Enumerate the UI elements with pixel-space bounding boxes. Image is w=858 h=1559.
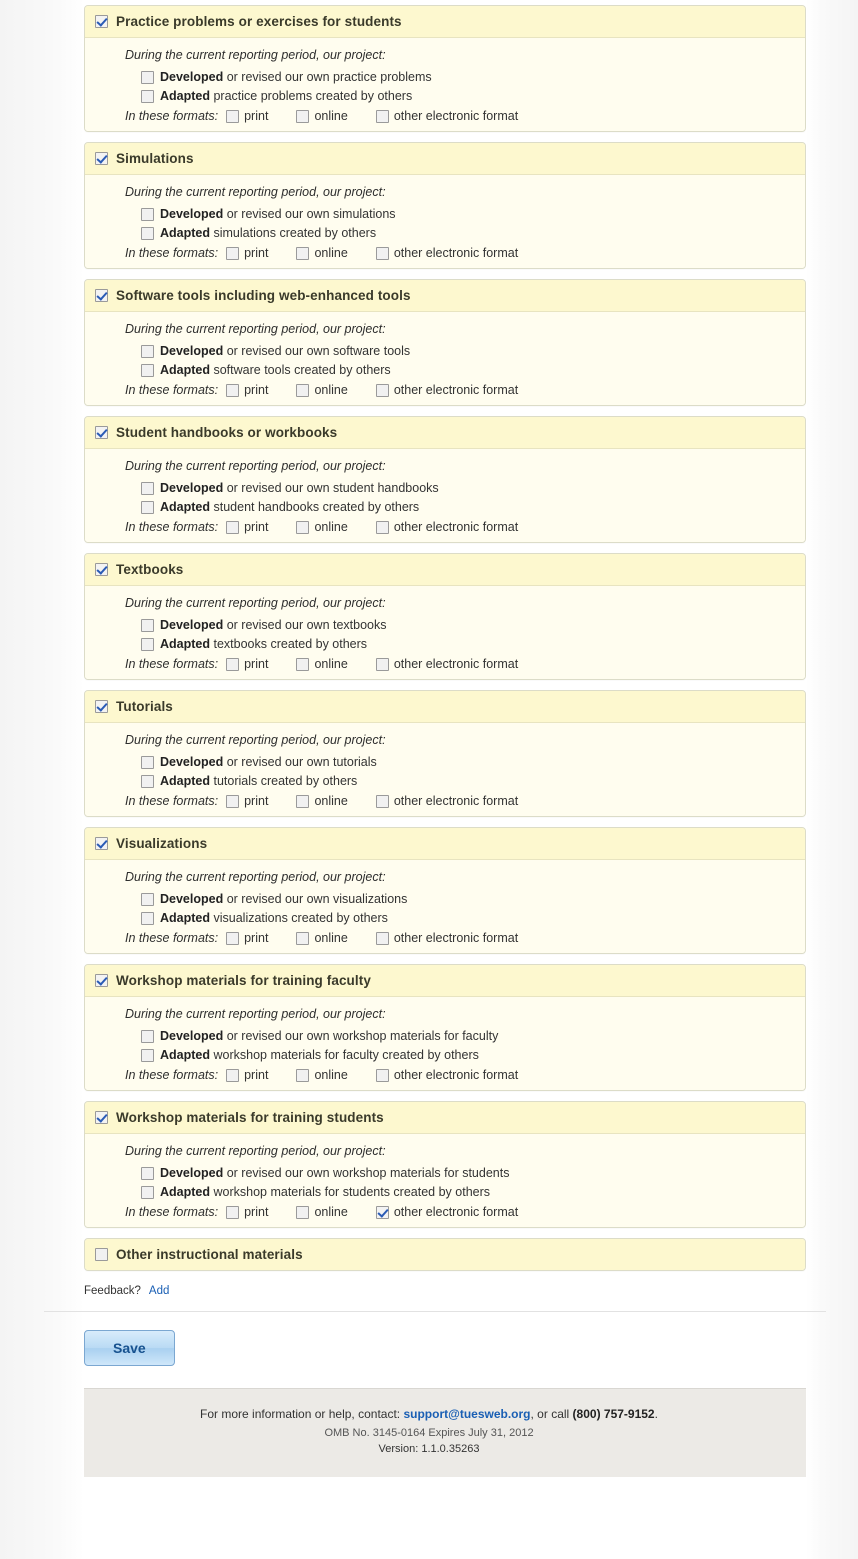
material-option-row[interactable] [141,1185,795,1199]
reporting-period-intro: During the current reporting period, our project: [125,1144,386,1158]
formats-row [125,383,795,397]
material-option-rest: workshop materials for students created by others [213,1185,491,1199]
material-group-header[interactable] [85,828,805,860]
material-option-rest: or revised our own visualizations [226,892,408,906]
format-option[interactable] [296,109,347,123]
material-group [84,279,806,406]
material-group-header[interactable] [85,280,805,312]
material-group-header[interactable] [85,143,805,175]
feedback-add-link[interactable]: Add [148,1285,170,1297]
material-group-header[interactable] [85,1239,805,1270]
material-option-lead: Developed [160,1166,224,1180]
footer-contact-prefix: For more information or help, contact: [200,1407,401,1421]
material-option-rest: or revised our own workshop materials for faculty [226,1029,499,1043]
format-checkbox[interactable] [376,247,389,260]
format-label: online [314,931,348,945]
instructional-materials-group-list [84,5,806,1271]
material-option-checkbox[interactable] [141,71,154,84]
format-option[interactable] [226,109,268,123]
material-option-lead: Developed [160,207,224,221]
material-option-label [160,1166,509,1180]
material-group-title: Tutorials [116,698,173,714]
formats-label: In these formats: [125,383,219,397]
footer-omb-notice: OMB No. 3145-0164 Expires July 31, 2012 [324,1427,534,1439]
material-group-header[interactable] [85,965,805,997]
material-option-rest: or revised our own software tools [226,344,411,358]
material-option-label [160,89,412,103]
material-option-rest: or revised our own simulations [226,207,396,221]
format-label: other electronic format [393,520,519,534]
format-option[interactable] [376,109,518,123]
format-checkbox[interactable] [296,795,309,808]
material-option-rest: workshop materials for faculty created by others [213,1048,479,1062]
material-option-rest: software tools created by others [213,363,391,377]
format-label: online [314,109,348,123]
reporting-period-intro: During the current reporting period, our project: [125,870,386,884]
save-row [84,1312,806,1388]
material-option-checkbox[interactable] [141,912,154,925]
material-option-checkbox[interactable] [141,1186,154,1199]
format-checkbox[interactable] [376,658,389,671]
format-checkbox[interactable] [376,384,389,397]
format-option[interactable] [226,1205,268,1219]
material-option-row[interactable] [141,89,795,103]
material-option-lead: Adapted [160,774,210,788]
material-option-row[interactable] [141,1048,795,1062]
material-group [84,553,806,680]
format-option[interactable] [226,520,268,534]
material-group-title: Other instructional materials [116,1246,303,1262]
format-label: online [314,794,348,808]
material-option-lead: Developed [160,892,224,906]
format-label: online [314,1068,348,1082]
format-option[interactable] [376,246,518,260]
material-option-checkbox[interactable] [141,208,154,221]
material-group-body [85,586,805,679]
material-option-lead: Adapted [160,500,210,514]
material-option-rest: or revised our own student handbooks [226,481,439,495]
left-gutter [0,0,84,1559]
format-label: print [244,246,269,260]
material-option-checkbox[interactable] [141,775,154,788]
format-option[interactable] [296,1205,347,1219]
format-checkbox[interactable] [226,521,239,534]
material-option-label [160,70,432,84]
material-option-lead: Adapted [160,1185,210,1199]
format-option[interactable] [226,931,268,945]
reporting-period-intro: During the current reporting period, our project: [125,596,386,610]
material-group-checkbox[interactable] [95,974,108,987]
material-group-title: Software tools including web-enhanced tools [116,287,411,303]
material-group-body [85,312,805,405]
material-option-lead: Developed [160,755,224,769]
material-option-rest: visualizations created by others [213,911,388,925]
material-option-label [160,774,357,788]
material-option-lead: Adapted [160,89,210,103]
material-option-rest: textbooks created by others [213,637,368,651]
material-group [84,1238,806,1271]
material-group [84,5,806,132]
material-option-rest: student handbooks created by others [213,500,420,514]
material-group-checkbox[interactable] [95,563,108,576]
formats-row [125,246,795,260]
material-option-label [160,618,387,632]
material-option-label [160,481,439,495]
material-option-checkbox[interactable] [141,364,154,377]
material-group-header[interactable] [85,554,805,586]
format-label: online [314,246,348,260]
format-label: other electronic format [393,109,519,123]
material-group-body [85,1134,805,1227]
format-option[interactable] [296,246,347,260]
format-label: other electronic format [393,657,519,671]
material-option-row[interactable] [141,892,795,906]
footer-contact-suffix: . [654,1407,658,1421]
material-option-rest: practice problems created by others [213,89,413,103]
format-checkbox[interactable] [296,932,309,945]
format-option[interactable] [376,794,518,808]
material-group-title: Workshop materials for training faculty [116,972,371,988]
formats-row [125,931,795,945]
material-option-row[interactable] [141,755,795,769]
material-option-checkbox[interactable] [141,893,154,906]
page-footer [0,1388,858,1477]
format-option[interactable] [226,1068,268,1082]
material-group-title: Visualizations [116,835,208,851]
material-option-lead: Developed [160,70,224,84]
material-option-checkbox[interactable] [141,1049,154,1062]
formats-label: In these formats: [125,794,219,808]
material-option-checkbox[interactable] [141,501,154,514]
formats-row [125,794,795,808]
format-label: online [314,383,348,397]
material-option-rest: or revised our own practice problems [226,70,432,84]
material-option-lead: Developed [160,481,224,495]
material-option-checkbox[interactable] [141,90,154,103]
format-checkbox[interactable] [226,1206,239,1219]
format-option[interactable] [376,931,518,945]
formats-row [125,520,795,534]
format-label: print [244,109,269,123]
material-option-row[interactable] [141,481,795,495]
format-label: other electronic format [393,1205,519,1219]
format-label: other electronic format [393,383,519,397]
format-checkbox[interactable] [226,795,239,808]
format-checkbox[interactable] [296,521,309,534]
material-option-label [160,637,367,651]
format-label: other electronic format [393,931,519,945]
material-option-row[interactable] [141,363,795,377]
format-option[interactable] [296,520,347,534]
material-group-body [85,175,805,268]
material-group-title: Textbooks [116,561,184,577]
format-option[interactable] [376,383,518,397]
format-checkbox[interactable] [226,110,239,123]
format-label: other electronic format [393,794,519,808]
format-option[interactable] [296,794,347,808]
format-label: online [314,520,348,534]
material-group-checkbox[interactable] [95,700,108,713]
material-option-label [160,1029,498,1043]
format-label: print [244,931,269,945]
material-option-rest: or revised our own textbooks [226,618,387,632]
material-group-title: Simulations [116,150,194,166]
format-label: other electronic format [393,246,519,260]
formats-label: In these formats: [125,246,219,260]
footer-contact-middle: , or call [530,1407,570,1421]
material-option-rest: or revised our own tutorials [226,755,377,769]
material-group-body [85,449,805,542]
formats-label: In these formats: [125,1068,219,1082]
format-option[interactable] [226,246,268,260]
material-group [84,690,806,817]
material-option-checkbox[interactable] [141,1030,154,1043]
material-group-checkbox[interactable] [95,426,108,439]
format-label: print [244,383,269,397]
material-group-title: Workshop materials for training students [116,1109,384,1125]
format-checkbox[interactable] [376,110,389,123]
material-option-checkbox[interactable] [141,227,154,240]
format-option[interactable] [296,931,347,945]
material-group [84,1101,806,1228]
format-option[interactable] [296,1068,347,1082]
material-option-lead: Developed [160,344,224,358]
material-option-row[interactable] [141,500,795,514]
right-gutter [806,0,858,1559]
formats-label: In these formats: [125,520,219,534]
form-content [84,0,806,1388]
material-option-rest: or revised our own workshop materials for students [226,1166,510,1180]
material-group-checkbox[interactable] [95,1248,108,1261]
formats-label: In these formats: [125,109,219,123]
material-option-label [160,207,396,221]
material-option-label [160,755,377,769]
format-label: print [244,794,269,808]
format-checkbox[interactable] [376,1069,389,1082]
format-option[interactable] [376,1068,518,1082]
format-checkbox[interactable] [296,247,309,260]
material-option-lead: Adapted [160,1048,210,1062]
feedback-label: Feedback? [84,1285,141,1297]
material-option-lead: Developed [160,618,224,632]
material-group [84,827,806,954]
material-option-row[interactable] [141,618,795,632]
material-group-header[interactable] [85,6,805,38]
format-label: online [314,657,348,671]
format-checkbox[interactable] [376,1206,389,1219]
material-group-checkbox[interactable] [95,15,108,28]
reporting-period-intro: During the current reporting period, our project: [125,322,386,336]
format-checkbox[interactable] [296,1206,309,1219]
material-group-header[interactable] [85,417,805,449]
material-option-label [160,344,410,358]
format-checkbox[interactable] [296,1069,309,1082]
material-option-lead: Developed [160,1029,224,1043]
save-button[interactable]: Save [84,1330,175,1366]
feedback [84,1285,806,1297]
format-label: print [244,1068,269,1082]
format-option[interactable] [296,383,347,397]
material-group [84,142,806,269]
material-option-label [160,1185,490,1199]
material-group-checkbox[interactable] [95,289,108,302]
support-email-link[interactable]: support@tuesweb.org [403,1407,531,1421]
material-group [84,416,806,543]
format-checkbox[interactable] [296,110,309,123]
format-checkbox[interactable] [226,932,239,945]
material-group-title: Student handbooks or workbooks [116,424,338,440]
material-group-checkbox[interactable] [95,152,108,165]
material-option-checkbox[interactable] [141,482,154,495]
material-option-row[interactable] [141,1166,795,1180]
formats-label: In these formats: [125,931,219,945]
material-option-row[interactable] [141,637,795,651]
material-option-row[interactable] [141,207,795,221]
footer-version: Version: 1.1.0.35263 [378,1443,480,1455]
material-option-row[interactable] [141,1029,795,1043]
material-option-label [160,911,388,925]
format-label: print [244,1205,269,1219]
material-group-checkbox[interactable] [95,837,108,850]
format-checkbox[interactable] [376,521,389,534]
material-group-header[interactable] [85,691,805,723]
format-checkbox[interactable] [376,795,389,808]
material-group-header[interactable] [85,1102,805,1134]
formats-label: In these formats: [125,657,219,671]
material-option-label [160,363,391,377]
reporting-period-intro: During the current reporting period, our project: [125,733,386,747]
format-label: other electronic format [393,1068,519,1082]
material-option-checkbox[interactable] [141,756,154,769]
material-group-checkbox[interactable] [95,1111,108,1124]
material-option-row[interactable] [141,911,795,925]
format-option[interactable] [226,383,268,397]
material-option-row[interactable] [141,344,795,358]
material-option-lead: Adapted [160,911,210,925]
material-group [84,964,806,1091]
format-option[interactable] [376,657,518,671]
format-checkbox[interactable] [226,247,239,260]
formats-row [125,1068,795,1082]
format-option[interactable] [376,1205,518,1219]
material-group-body [85,723,805,816]
material-option-label [160,1048,479,1062]
material-option-label [160,892,407,906]
format-label: print [244,657,269,671]
format-checkbox[interactable] [296,384,309,397]
material-option-checkbox[interactable] [141,1167,154,1180]
formats-row [125,1205,795,1219]
material-option-lead: Adapted [160,226,210,240]
material-option-checkbox[interactable] [141,638,154,651]
material-option-label [160,226,376,240]
reporting-period-intro: During the current reporting period, our project: [125,459,386,473]
material-option-row[interactable] [141,70,795,84]
material-option-checkbox[interactable] [141,345,154,358]
material-option-rest: simulations created by others [213,226,377,240]
reporting-period-intro: During the current reporting period, our project: [125,185,386,199]
footer-contact-line [0,1407,858,1421]
material-option-lead: Adapted [160,363,210,377]
material-option-lead: Adapted [160,637,210,651]
format-checkbox[interactable] [226,384,239,397]
format-checkbox[interactable] [376,932,389,945]
formats-label: In these formats: [125,1205,219,1219]
format-option[interactable] [376,520,518,534]
material-group-body [85,860,805,953]
material-option-row[interactable] [141,226,795,240]
format-checkbox[interactable] [226,1069,239,1082]
material-group-body [85,38,805,131]
formats-row [125,657,795,671]
reporting-period-intro: During the current reporting period, our project: [125,1007,386,1021]
format-option[interactable] [226,657,268,671]
reporting-period-intro: During the current reporting period, our project: [125,48,386,62]
format-label: online [314,1205,348,1219]
material-group-title: Practice problems or exercises for students [116,13,402,29]
format-checkbox[interactable] [226,658,239,671]
format-label: print [244,520,269,534]
format-option[interactable] [226,794,268,808]
format-checkbox[interactable] [296,658,309,671]
material-option-checkbox[interactable] [141,619,154,632]
material-option-rest: tutorials created by others [213,774,358,788]
material-group-body [85,997,805,1090]
material-option-label [160,500,419,514]
material-option-row[interactable] [141,774,795,788]
format-option[interactable] [296,657,347,671]
footer-phone: (800) 757-9152 [572,1407,655,1421]
formats-row [125,109,795,123]
